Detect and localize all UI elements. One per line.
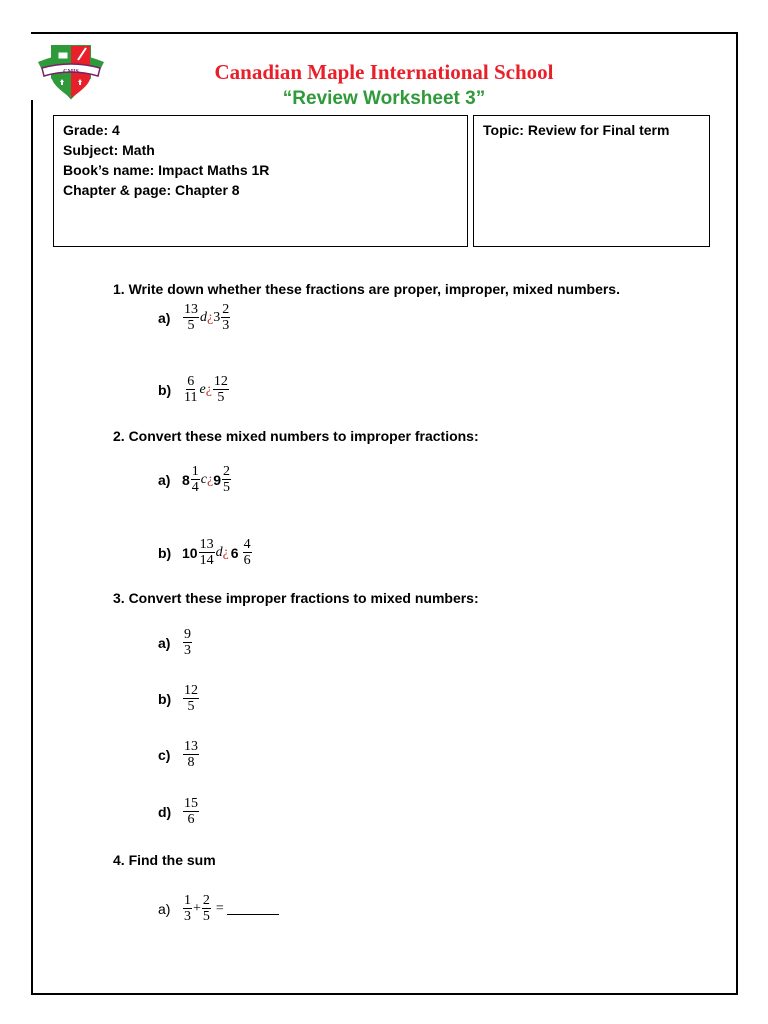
topic-label: Topic: Review for Final term [483, 122, 670, 138]
whole-number: 6 [230, 544, 239, 561]
question-2: 2. Convert these mixed numbers to improper fractions: [113, 428, 479, 444]
item-label: a) [158, 309, 171, 326]
topic-box [473, 115, 710, 247]
whole-number: 9 [213, 471, 222, 488]
subject-label: Subject: Math [63, 142, 155, 158]
book-label: Book’s name: Impact Maths 1R [63, 162, 270, 178]
page-border-left [31, 100, 33, 993]
q1-item-a [158, 302, 231, 333]
fraction: $\frac{6}{11}$ [184, 374, 198, 405]
grade-label: Grade: 4 [63, 122, 120, 138]
q2-item-a [158, 464, 232, 495]
fraction: $\frac{2}{5}$ [223, 464, 231, 495]
q3-item-b [158, 683, 200, 714]
variable: e [199, 381, 206, 397]
whole-number: 3 [213, 309, 221, 325]
separator-glyph: ¿ [205, 381, 212, 397]
item-label: c) [158, 746, 171, 763]
worksheet-title: “Review Worksheet 3” [282, 88, 486, 109]
q3-item-d [158, 796, 200, 827]
item-label: a) [158, 634, 171, 651]
item-label: d) [158, 803, 172, 820]
fraction: $\frac{2}{5}$ [202, 893, 210, 924]
fraction: $\frac{12}{5}$ [213, 374, 228, 405]
q3-item-a [158, 627, 193, 658]
chapter-label: Chapter & page: Chapter 8 [63, 182, 240, 198]
separator-glyph: ¿ [207, 471, 214, 487]
fraction: $\frac{12}{5}$ [184, 683, 198, 714]
separator-glyph: ¿ [222, 544, 229, 560]
info-box [53, 115, 468, 247]
question-1: 1. Write down whether these fractions are proper, improper, mixed numbers. [113, 281, 620, 297]
fraction: $\frac{1}{4}$ [191, 464, 199, 495]
whole-number: 8 [182, 471, 190, 488]
item-label: a) [158, 900, 171, 917]
whole-number: 10 [182, 544, 198, 561]
item-label: b) [158, 381, 172, 398]
fraction: $\frac{13}{14}$ [199, 537, 214, 568]
item-label: b) [158, 544, 172, 561]
logo-text: CMIS [63, 69, 79, 75]
question-4: 4. Find the sum [113, 852, 216, 868]
equals-sign: = [215, 900, 224, 916]
item-label: b) [158, 690, 172, 707]
question-3: 3. Convert these improper fractions to mixed numbers: [113, 590, 479, 606]
q2-item-b [158, 537, 253, 568]
fraction: $\frac{1}{3}$ [184, 893, 191, 924]
fraction: $\frac{15}{6}$ [184, 796, 198, 827]
variable: c [200, 471, 208, 487]
fraction: $\frac{13}{5}$ [184, 302, 198, 333]
separator-glyph: ¿ [207, 309, 214, 325]
answer-blank[interactable] [227, 902, 279, 915]
fraction: $\frac{9}{3}$ [184, 627, 191, 658]
q1-item-b [158, 374, 230, 405]
variable: d [200, 309, 207, 325]
variable: d [215, 544, 223, 560]
q3-item-c [158, 739, 200, 770]
school-name: Canadian Maple International School [214, 60, 554, 84]
fraction: $\frac{13}{8}$ [184, 739, 198, 770]
plus-sign: + [193, 900, 201, 916]
q4-item-a [158, 893, 279, 924]
fraction: $\frac{2}{3}$ [222, 302, 230, 333]
fraction: $\frac{4}{6}$ [243, 537, 251, 568]
item-label: a) [158, 471, 171, 488]
